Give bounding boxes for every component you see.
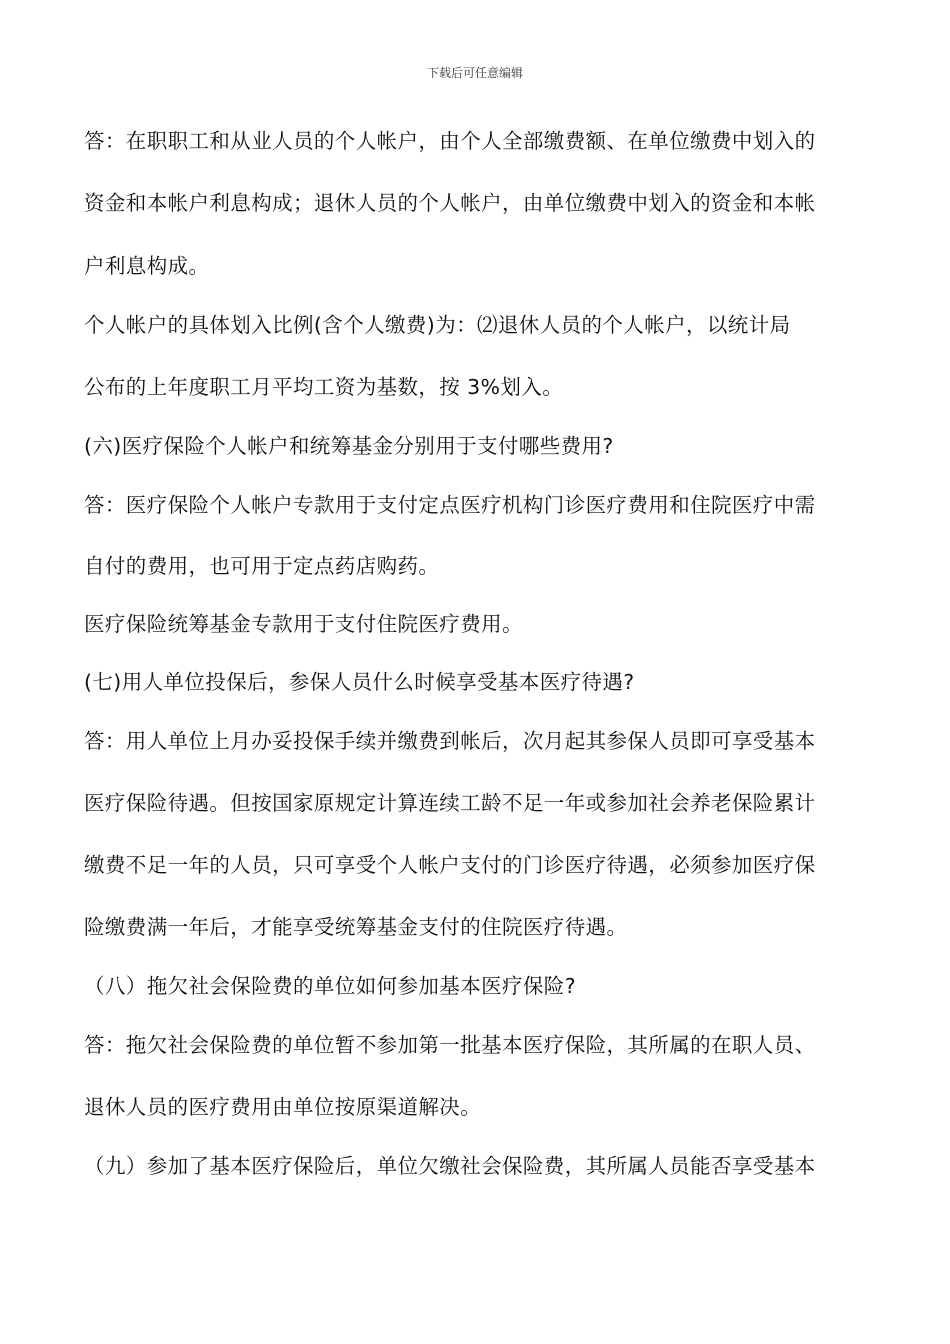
section-heading: （九）参加了基本医疗保险后，单位欠缴社会保险费，其所属人员能否享受基本: [84, 1154, 816, 1178]
text-line: 户利息构成。: [84, 254, 210, 278]
page-header: 下载后可任意编辑: [426, 66, 523, 80]
text-line: 退休人员的医疗费用由单位按原渠道解决。: [84, 1095, 482, 1119]
text-line: 答：医疗保险个人帐户专款用于支付定点医疗机构门诊医疗费用和住院医疗中需: [84, 493, 816, 517]
text-line: 医疗保险待遇。但按国家原规定计算连续工龄不足一年或参加社会养老保险累计: [84, 791, 816, 815]
section-heading: (七)用人单位投保后，参保人员什么时候享受基本医疗待遇?: [84, 670, 635, 694]
section-heading: (六)医疗保险个人帐户和统筹基金分别用于支付哪些费用?: [84, 434, 614, 458]
section-heading: （八）拖欠社会保险费的单位如何参加基本医疗保险?: [84, 974, 576, 998]
text-line: 医疗保险统筹基金专款用于支付住院医疗费用。: [84, 612, 523, 636]
text-line: 自付的费用，也可用于定点药店购药。: [84, 554, 440, 578]
text-line: 险缴费满一年后，才能享受统筹基金支付的住院医疗待遇。: [84, 915, 628, 939]
text-line: 个人帐户的具体划入比例(含个人缴费)为：⑵退休人员的个人帐户，以统计局: [84, 313, 791, 337]
text-line: 答：用人单位上月办妥投保手续并缴费到帐后，次月起其参保人员即可享受基本: [84, 729, 816, 753]
text-line: 答：拖欠社会保险费的单位暂不参加第一批基本医疗保险，其所属的在职人员、: [84, 1033, 816, 1057]
text-line: 缴费不足一年的人员，只可享受个人帐户支付的门诊医疗待遇，必须参加医疗保: [84, 853, 816, 877]
text-line: 答：在职职工和从业人员的个人帐户，由个人全部缴费额、在单位缴费中划入的: [84, 129, 816, 153]
text-line: 公布的上年度职工月平均工资为基数，按 3%划入。: [84, 375, 564, 399]
text-line: 资金和本帐户利息构成；退休人员的个人帐户，由单位缴费中划入的资金和本帐: [84, 191, 816, 215]
